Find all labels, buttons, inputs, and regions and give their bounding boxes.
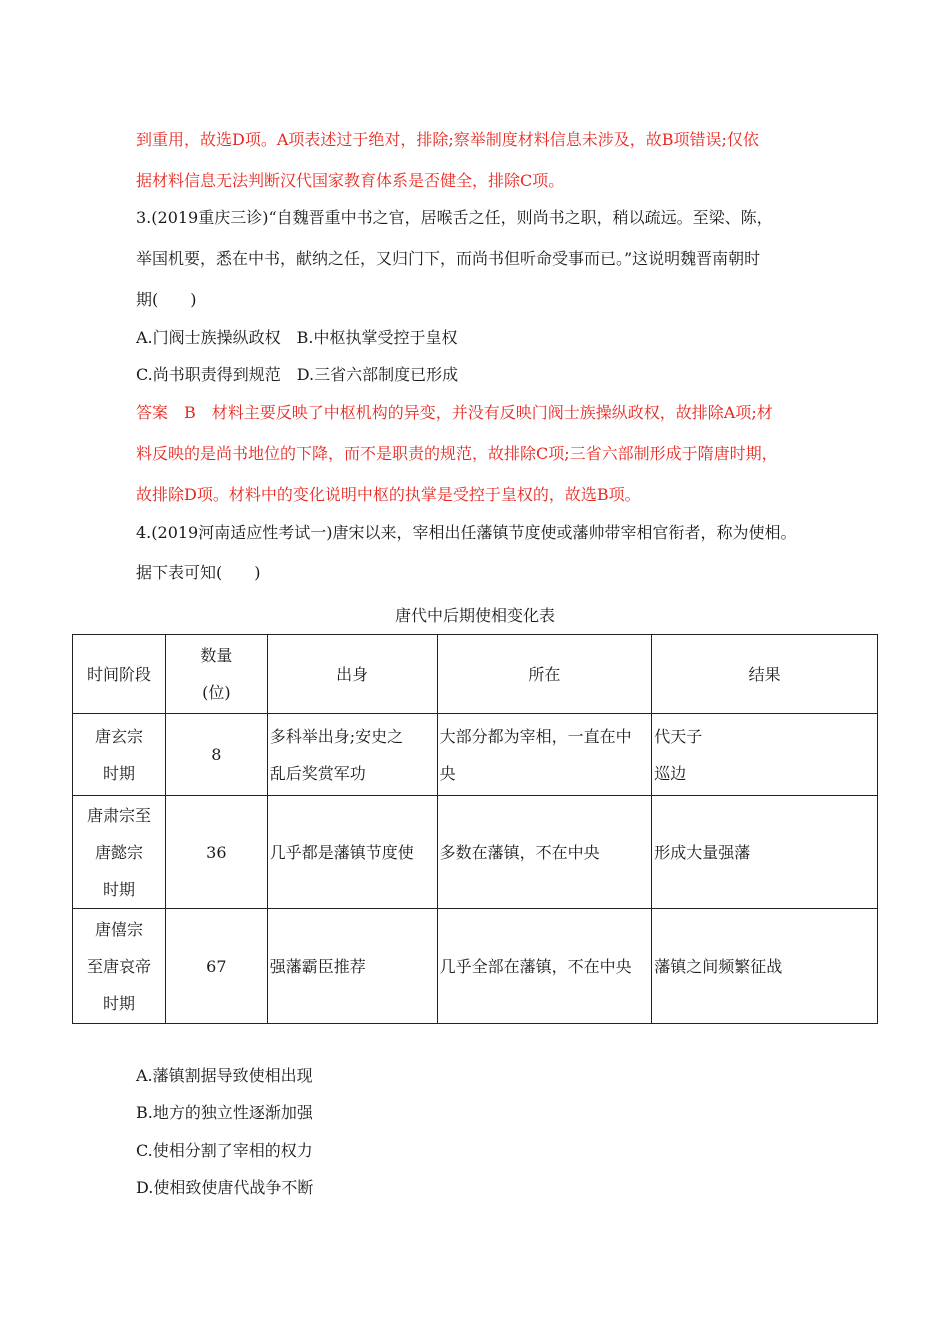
cell-location: 多数在藩镇，不在中央 [437,796,652,909]
question-3-options: A.门阀士族操纵政权 B.中枢执掌受控于皇权 [136,328,458,347]
cell-origin: 多科举出身;安史之 乱后奖赏军功 [267,714,437,796]
question-3-stem: 3.(2019重庆三诊)“自魏晋重中书之官，居喉舌之任，则尚书之职，稍以疏远。至梁、陈， [136,208,773,227]
question-4-option-a: A.藩镇割据导致使相出现 [136,1066,313,1085]
table-row [73,909,878,1024]
question-3-stem: 期( ) [136,290,197,309]
table-row [73,796,878,909]
question-3-stem: 举国机要，悉在中书，献纳之任，又归门下，而尚书但听命受事而已。”这说明魏晋南朝时 [136,249,761,268]
question-4-stem: 4.(2019河南适应性考试一)唐宋以来，宰相出任藩镇节度使或藩帅带宰相官衔者，称为使相。 [136,523,797,542]
cell-origin: 几乎都是藩镇节度使 [267,796,437,909]
header-period: 时间阶段 [73,635,166,714]
answer-3-explanation: 故排除D项。材料中的变化说明中枢的执掌是受控于皇权的，故选B项。 [136,485,641,504]
header-origin: 出身 [267,635,437,714]
cell-result: 藩镇之间频繁征战 [652,909,878,1024]
question-4-stem: 据下表可知( ) [136,563,261,582]
cell-period: 唐肃宗至 唐懿宗 时期 [73,796,166,909]
table-row [73,714,878,796]
question-4-option-d: D.使相致使唐代战争不断 [136,1178,314,1197]
answer-3-explanation: 料反映的是尚书地位的下降，而不是职责的规范，故排除C项;三省六部制形成于隋唐时期， [136,444,778,463]
cell-count: 67 [165,909,267,1024]
header-location: 所在 [437,635,652,714]
answer-3-explanation: 答案 B 材料主要反映了中枢机构的异变，并没有反映门阀士族操纵政权，故排除A项;材 [136,403,773,422]
cell-location: 几乎全部在藩镇，不在中央 [437,909,652,1024]
table-header-row [73,635,878,714]
table-caption: 唐代中后期使相变化表 [394,606,555,625]
data-table [72,634,878,1024]
question-3-options: C.尚书职责得到规范 D.三省六部制度已形成 [136,365,459,384]
cell-location: 大部分都为宰相，一直在中 央 [437,714,652,796]
cell-result: 代天子 巡边 [652,714,878,796]
cell-count: 8 [165,714,267,796]
cell-result: 形成大量强藩 [652,796,878,909]
cell-period: 唐僖宗 至唐哀帝 时期 [73,909,166,1024]
cell-origin: 强藩霸臣推荐 [267,909,437,1024]
question-4-option-b: B.地方的独立性逐渐加强 [136,1103,313,1122]
header-count: 数量 (位) [165,635,267,714]
question-4-option-c: C.使相分割了宰相的权力 [136,1141,313,1160]
cell-count: 36 [165,796,267,909]
cell-period: 唐玄宗 时期 [73,714,166,796]
header-result: 结果 [652,635,878,714]
answer-text-line: 到重用，故选D项。A项表述过于绝对，排除;察举制度材料信息未涉及，故B项错误;仅依 [136,130,759,149]
answer-text-line: 据材料信息无法判断汉代国家教育体系是否健全，排除C项。 [136,171,565,190]
